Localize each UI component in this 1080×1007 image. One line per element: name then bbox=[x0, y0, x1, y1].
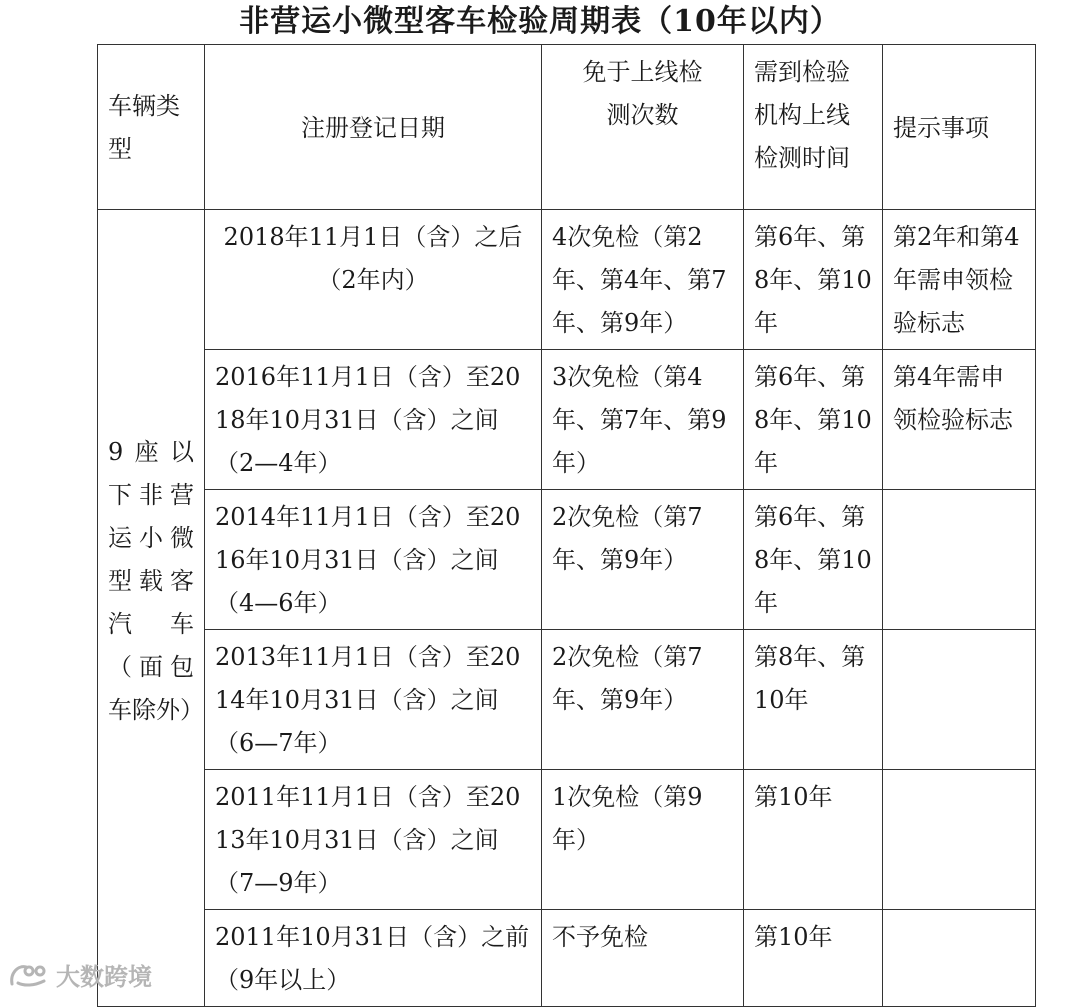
reg-date-cell: 2013年11月1日（含）至2014年10月31日（含）之间（6—7年） bbox=[205, 630, 542, 770]
exempt-cell: 3次免检（第4年、第7年、第9年） bbox=[542, 350, 744, 490]
table-row bbox=[98, 770, 1036, 910]
reg-date-cell: 2014年11月1日（含）至2016年10月31日（含）之间（4—6年） bbox=[205, 490, 542, 630]
header-inspect-time: 需到检验机构上线检测时间 bbox=[744, 45, 883, 210]
inspect-cell: 第6年、第8年、第10年 bbox=[744, 210, 883, 350]
header-vehicle-type: 车辆类型 bbox=[98, 45, 205, 210]
notes-cell: 第4年需申领检验标志 bbox=[883, 350, 1036, 490]
header-reg-date: 注册登记日期 bbox=[205, 45, 542, 210]
exempt-cell: 2次免检（第7年、第9年） bbox=[542, 630, 744, 770]
inspect-cell: 第10年 bbox=[744, 910, 883, 1007]
table-row bbox=[98, 490, 1036, 630]
inspect-cell: 第6年、第8年、第10年 bbox=[744, 490, 883, 630]
notes-cell bbox=[883, 630, 1036, 770]
vehicle-type-cell: 9座以下非营运小微型载客汽车（面包车除外） bbox=[98, 210, 205, 1007]
reg-date-cell: 2011年10月31日（含）之前（9年以上） bbox=[205, 910, 542, 1007]
exempt-cell: 2次免检（第7年、第9年） bbox=[542, 490, 744, 630]
table-row bbox=[98, 630, 1036, 770]
notes-cell bbox=[883, 490, 1036, 630]
table-row bbox=[98, 910, 1036, 1007]
exempt-cell: 4次免检（第2年、第4年、第7年、第9年） bbox=[542, 210, 744, 350]
header-notes: 提示事项 bbox=[883, 45, 1036, 210]
inspect-cell: 第10年 bbox=[744, 770, 883, 910]
page-title: 非营运小微型客车检验周期表（10年以内） bbox=[239, 4, 841, 39]
reg-date-cell: 2016年11月1日（含）至2018年10月31日（含）之间（2—4年） bbox=[205, 350, 542, 490]
table-row bbox=[98, 210, 1036, 350]
notes-cell bbox=[883, 770, 1036, 910]
watermark-text: 大数跨境 bbox=[56, 962, 152, 991]
reg-date-cell: 2018年11月1日（含）之后（2年内） bbox=[205, 210, 542, 350]
notes-cell bbox=[883, 910, 1036, 1007]
watermark bbox=[8, 956, 152, 992]
reg-date-cell: 2011年11月1日（含）至2013年10月31日（含）之间（7—9年） bbox=[205, 770, 542, 910]
notes-cell: 第2年和第4年需申领检验标志 bbox=[883, 210, 1036, 350]
brand-logo-icon bbox=[8, 959, 50, 989]
exempt-cell: 不予免检 bbox=[542, 910, 744, 1007]
inspect-cell: 第6年、第8年、第10年 bbox=[744, 350, 883, 490]
inspection-cycle-table bbox=[97, 44, 1036, 1007]
exempt-cell: 1次免检（第9年） bbox=[542, 770, 744, 910]
table-row bbox=[98, 350, 1036, 490]
header-exempt-count: 免于上线检测次数 bbox=[542, 45, 744, 210]
inspect-cell: 第8年、第10年 bbox=[744, 630, 883, 770]
table-header-row bbox=[98, 45, 1036, 210]
